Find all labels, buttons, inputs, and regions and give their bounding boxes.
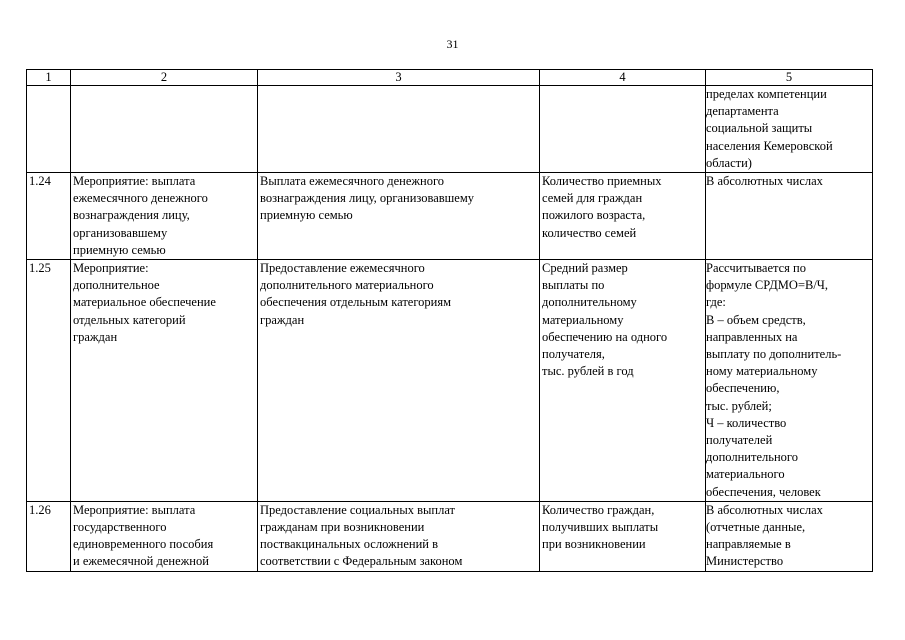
method-cell: пределах компетенции департамента социальной защиты населения Кемеровской области) [706,86,873,173]
indicator-cell: Количество приемных семей для граждан пожилого возраста, количество семей [540,173,706,260]
table-row [27,501,873,571]
table-row [27,86,873,173]
table-row [27,260,873,502]
description-cell: Выплата ежемесячного денежного вознаграждения лицу, организовавшему приемную семью [258,173,540,260]
row-number-cell: 1.24 [27,173,71,260]
column-header-3: 3 [258,70,540,86]
description-cell: Предоставление социальных выплат гражданам при возникновении поствакцинальных осложнений в соответствии с Федеральным законом [258,501,540,571]
table-row [27,173,873,260]
column-header-1: 1 [27,70,71,86]
activity-cell: Мероприятие: выплата государственного единовременного пособия и ежемесячной денежной [71,501,258,571]
row-number-cell [27,86,71,173]
column-header-2: 2 [71,70,258,86]
description-cell [258,86,540,173]
activity-cell: Мероприятие: выплата ежемесячного денежного вознаграждения лицу, организовавшему приемную семью [71,173,258,260]
method-cell: Рассчитывается по формуле СРДМО=В/Ч, где: В – объем средств, направленных на выплату по дополнитель- ному материальному обеспечению, тыс. рублей; Ч – количество получателей дополнительного материального обеспечения, человек [706,260,873,502]
indicator-cell [540,86,706,173]
method-cell: В абсолютных числах (отчетные данные, направляемые в Министерство [706,501,873,571]
table-header-row [27,70,873,86]
method-cell: В абсолютных числах [706,173,873,260]
row-number-cell: 1.26 [27,501,71,571]
description-cell: Предоставление ежемесячного дополнительного материального обеспечения отдельным категориям граждан [258,260,540,502]
document-table [26,69,873,572]
page-number: 31 [446,37,459,51]
activity-cell [71,86,258,173]
indicator-cell: Средний размер выплаты по дополнительному материальному обеспечению на одного получателя, тыс. рублей в год [540,260,706,502]
column-header-5: 5 [706,70,873,86]
indicator-cell: Количество граждан, получивших выплаты при возникновении [540,501,706,571]
activity-cell: Мероприятие: дополнительное материальное обеспечение отдельных категорий граждан [71,260,258,502]
column-header-4: 4 [540,70,706,86]
row-number-cell: 1.25 [27,260,71,502]
